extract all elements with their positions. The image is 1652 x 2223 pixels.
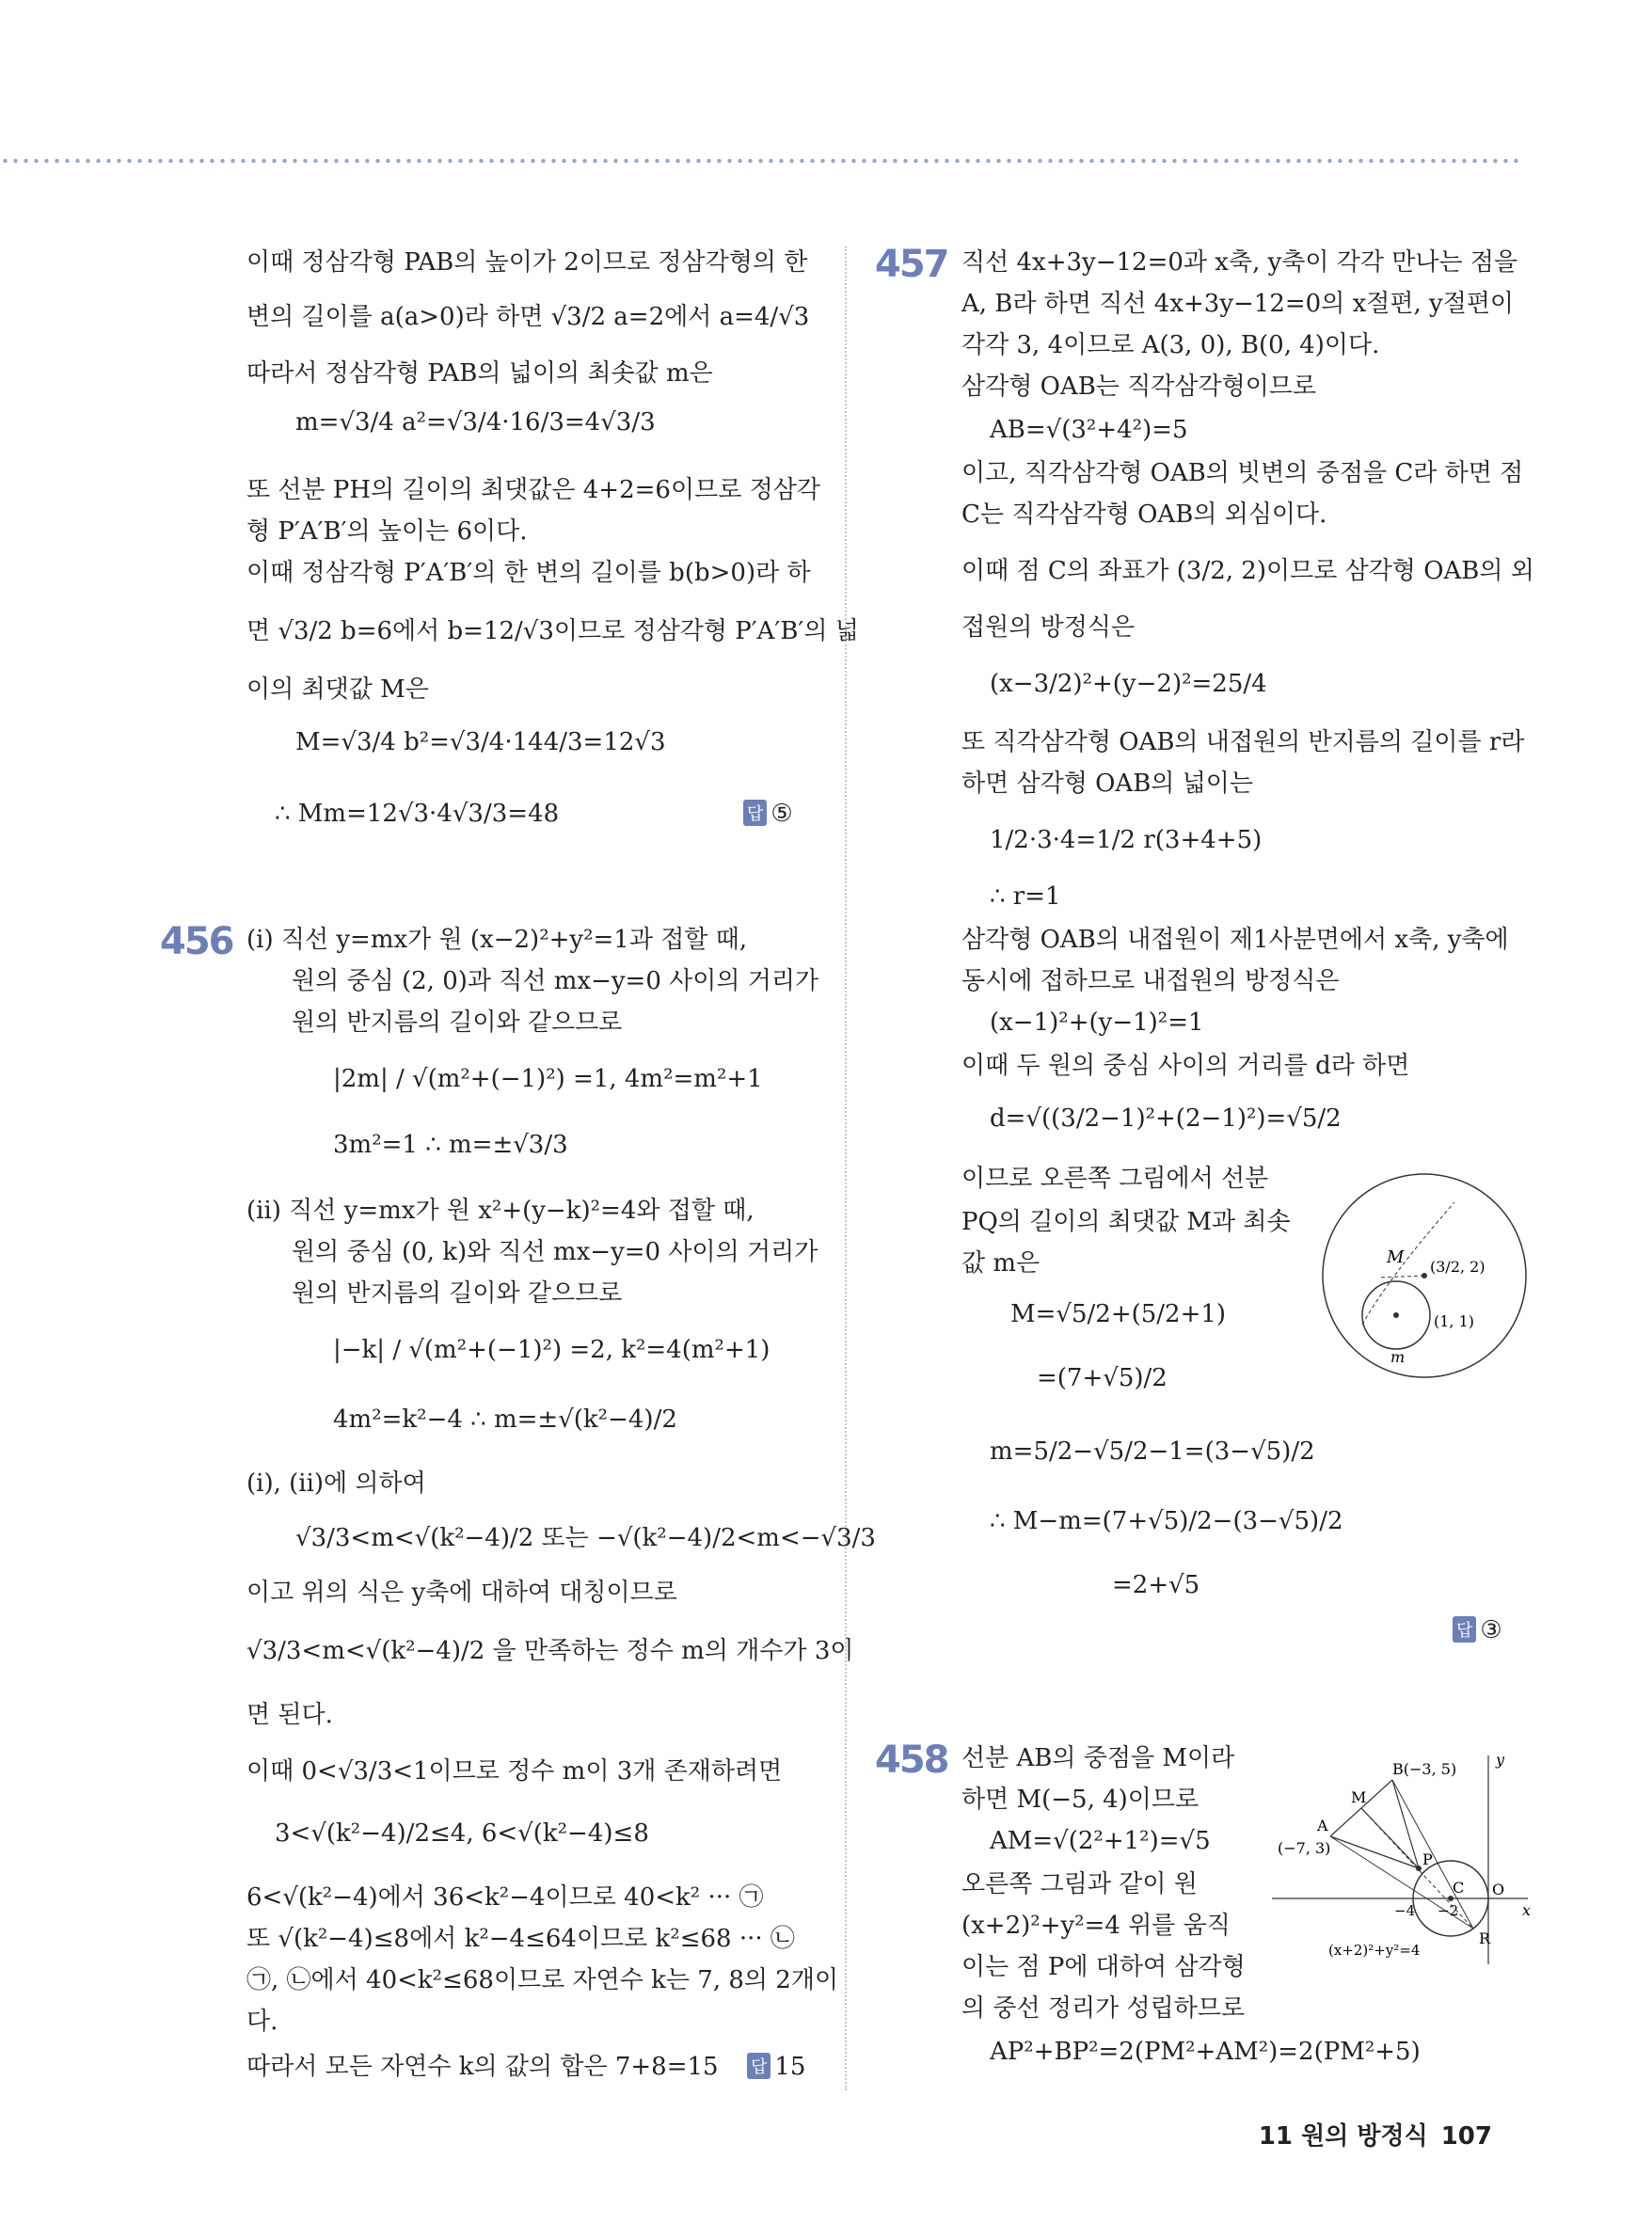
- label-C: C: [1453, 1879, 1465, 1897]
- problem-number-456: 456: [160, 920, 233, 963]
- text-line: 값 m은: [961, 1249, 1040, 1278]
- label-A-coord: (−7, 3): [1278, 1839, 1331, 1857]
- text-line: 또 √(k²−4)≤8에서 k²−4≤64이므로 k²≤68 ··· ㉡: [246, 1925, 795, 1953]
- segment-AP: [1330, 1836, 1419, 1868]
- point-P: [1416, 1866, 1422, 1871]
- text-line: 하면 삼각형 OAB의 넓이는: [961, 770, 1254, 798]
- formula-line: (x−3/2)²+(y−2)²=25/4: [990, 670, 1267, 698]
- text-line: 이때 점 C의 좌표가 (3/2, 2)이므로 삼각형 OAB의 외: [961, 557, 1534, 585]
- text-line: 이때 0<√3/3<1이므로 정수 m이 3개 존재하려면: [246, 1757, 783, 1786]
- formula-line: |−k| / √(m²+(−1)²) =2, k²=4(m²+1): [333, 1336, 770, 1364]
- text-line: 다.: [246, 2008, 278, 2036]
- text-line: 동시에 접하므로 내접원의 방정식은: [961, 967, 1340, 995]
- text-line: 직선 4x+3y−12=0과 x축, y축이 각각 만나는 점을: [961, 248, 1518, 277]
- answer-value: ⑤: [770, 800, 793, 828]
- formula-line: M=√3/4 b²=√3/4·144/3=12√3: [295, 728, 666, 756]
- label-A: A: [1317, 1817, 1328, 1834]
- formula-line: ∴ Mm=12√3·4√3/3=48: [275, 800, 560, 828]
- label-M: M: [1387, 1247, 1405, 1267]
- label-y: y: [1496, 1751, 1505, 1769]
- text-line: 면 √3/2 b=6에서 b=12/√3이므로 정삼각형 P′A′B′의 넓: [246, 617, 859, 645]
- label-minus4: −4: [1394, 1902, 1416, 1919]
- text-line: C는 직각삼각형 OAB의 외심이다.: [961, 500, 1327, 529]
- answer-badge: 답: [747, 2053, 770, 2079]
- formula-line: =2+√5: [1112, 1571, 1200, 1599]
- label-B: B(−3, 5): [1392, 1760, 1457, 1778]
- formula-line: √3/3<m<√(k²−4)/2 또는 −√(k²−4)/2<m<−√3/3: [295, 1524, 876, 1552]
- label-circle-eq: (x+2)²+y²=4: [1328, 1942, 1421, 1959]
- text-line: 이고 위의 식은 y축에 대하여 대칭이므로: [246, 1579, 677, 1607]
- chapter-title: 11 원의 방정식: [1258, 2122, 1428, 2151]
- formula-line: m=5/2−√5/2−1=(3−√5)/2: [990, 1437, 1315, 1466]
- center-point: [1422, 1273, 1427, 1278]
- text-line: 원의 중심 (0, k)와 직선 mx−y=0 사이의 거리가: [292, 1238, 818, 1266]
- text-line: (x+2)²+y²=4 위를 움직: [961, 1912, 1231, 1940]
- label-center-big: (3/2, 2): [1430, 1258, 1485, 1276]
- formula-line: AB=√(3²+4²)=5: [990, 416, 1188, 444]
- text-line: 원의 반지름의 길이와 같으므로: [292, 1279, 623, 1308]
- text-line: 또 선분 PH의 길이의 최댓값은 4+2=6이므로 정삼각: [246, 476, 820, 504]
- formula-line: =(7+√5)/2: [1037, 1364, 1168, 1392]
- text-line: 의 중선 정리가 성립하므로: [961, 1994, 1246, 2023]
- formula-line: |2m| / √(m²+(−1)²) =1, 4m²=m²+1: [333, 1065, 763, 1093]
- problem-number-458: 458: [875, 1739, 948, 1782]
- text-line: 원의 반지름의 길이와 같으므로: [292, 1008, 623, 1037]
- text-line: 따라서 정삼각형 PAB의 넓이의 최솟값 m은: [246, 359, 713, 388]
- label-center-small: (1, 1): [1434, 1312, 1475, 1330]
- text-line: 삼각형 OAB는 직각삼각형이므로: [961, 373, 1317, 401]
- text-line: √3/3<m<√(k²−4)/2 을 만족하는 정수 m의 개수가 3이: [246, 1637, 854, 1665]
- answer-value: ③: [1480, 1616, 1502, 1644]
- text-line: 변의 길이를 a(a>0)라 하면 √3/2 a=2에서 a=4/√3: [246, 303, 810, 331]
- formula-line: ∴ M−m=(7+√5)/2−(3−√5)/2: [990, 1507, 1343, 1535]
- answer-456: [747, 2053, 805, 2081]
- formula-line: d=√((3/2−1)²+(2−1)²)=√5/2: [990, 1104, 1342, 1133]
- answer-455: [743, 800, 793, 828]
- problem-number-457: 457: [875, 243, 948, 286]
- text-line: (ⅰ) 직선 y=mx가 원 (x−2)²+y²=1과 접할 때,: [246, 926, 748, 954]
- text-line: 오른쪽 그림과 같이 원: [961, 1870, 1198, 1898]
- column-divider: [845, 246, 847, 2090]
- formula-line: 4m²=k²−4 ∴ m=±√(k²−4)/2: [333, 1405, 677, 1434]
- answer-457: [1453, 1616, 1502, 1644]
- label-P: P: [1422, 1850, 1433, 1868]
- figure-458: [1272, 1746, 1537, 1968]
- text-line: 이는 점 P에 대하여 삼각형: [961, 1953, 1246, 1981]
- figure-457: [1313, 1165, 1535, 1387]
- page-footer: [1259, 2117, 1492, 2152]
- label-M: M: [1351, 1788, 1367, 1806]
- text-line: 따라서 모든 자연수 k의 값의 합은 7+8=15: [246, 2053, 719, 2081]
- text-line: (ⅱ) 직선 y=mx가 원 x²+(y−k)²=4와 접할 때,: [246, 1197, 755, 1225]
- formula-line: ∴ r=1: [990, 882, 1061, 911]
- label-R: R: [1479, 1929, 1491, 1947]
- text-line: 원의 중심 (2, 0)과 직선 mx−y=0 사이의 거리가: [292, 967, 819, 995]
- formula-line: M=√5/2+(5/2+1): [1010, 1300, 1227, 1328]
- formula-line: 3<√(k²−4)/2≤4, 6<√(k²−4)≤8: [275, 1819, 649, 1848]
- text-line: 선분 AB의 중점을 M이라: [961, 1744, 1235, 1772]
- formula-line: 3m²=1 ∴ m=±√3/3: [333, 1131, 568, 1159]
- label-O: O: [1492, 1881, 1505, 1898]
- text-line: PQ의 길이의 최댓값 M과 최솟: [961, 1208, 1291, 1236]
- text-line: 면 된다.: [246, 1701, 333, 1729]
- text-line: 이때 정삼각형 PAB의 높이가 2이므로 정삼각형의 한: [246, 248, 808, 277]
- text-line: 이므로 오른쪽 그림에서 선분: [961, 1165, 1269, 1193]
- formula-line: (x−1)²+(y−1)²=1: [990, 1008, 1204, 1037]
- text-line: 6<√(k²−4)에서 36<k²−4이므로 40<k² ··· ㉠: [246, 1883, 764, 1912]
- formula-line: 1/2·3·4=1/2 r(3+4+5): [990, 826, 1263, 854]
- label-x: x: [1522, 1901, 1532, 1919]
- answer-value: 15: [774, 2053, 806, 2081]
- label-minus2: −2: [1438, 1902, 1459, 1919]
- label-m: m: [1390, 1348, 1406, 1366]
- text-line: A, B라 하면 직선 4x+3y−12=0의 x절편, y절편이: [961, 290, 1515, 318]
- text-line: 형 P′A′B′의 높이는 6이다.: [246, 517, 528, 546]
- text-line: 이고, 직각삼각형 OAB의 빗변의 중점을 C라 하면 점: [961, 459, 1524, 487]
- text-line: 또 직각삼각형 OAB의 내접원의 반지름의 길이를 r라: [961, 728, 1525, 756]
- text-line: (ⅰ), (ⅱ)에 의하여: [246, 1469, 426, 1498]
- answer-badge: 답: [743, 800, 767, 826]
- text-line: 삼각형 OAB의 내접원이 제1사분면에서 x축, y축에: [961, 926, 1509, 954]
- text-line: 각각 3, 4이므로 A(3, 0), B(0, 4)이다.: [961, 331, 1380, 359]
- text-line: 이때 두 원의 중심 사이의 거리를 d라 하면: [961, 1052, 1410, 1080]
- text-line: ㉠, ㉡에서 40<k²≤68이므로 자연수 k는 7, 8의 2개이: [246, 1966, 839, 1994]
- text-line: 하면 M(−5, 4)이므로: [961, 1786, 1199, 1814]
- answer-badge: 답: [1453, 1616, 1476, 1643]
- formula-line: AP²+BP²=2(PM²+AM²)=2(PM²+5): [990, 2038, 1421, 2066]
- top-dotted-rule: [0, 158, 1524, 164]
- dashed-line: [1379, 1276, 1424, 1278]
- formula-line: AM=√(2²+1²)=√5: [990, 1827, 1211, 1855]
- formula-line: m=√3/4 a²=√3/4·16/3=4√3/3: [295, 408, 656, 437]
- text-line: 이의 최댓값 M은: [246, 675, 429, 704]
- text-line: 이때 정삼각형 P′A′B′의 한 변의 길이를 b(b>0)라 하: [246, 559, 811, 587]
- page-number: 107: [1440, 2122, 1492, 2151]
- center-point-small: [1393, 1312, 1399, 1318]
- text-line: 접원의 방정식은: [961, 613, 1136, 642]
